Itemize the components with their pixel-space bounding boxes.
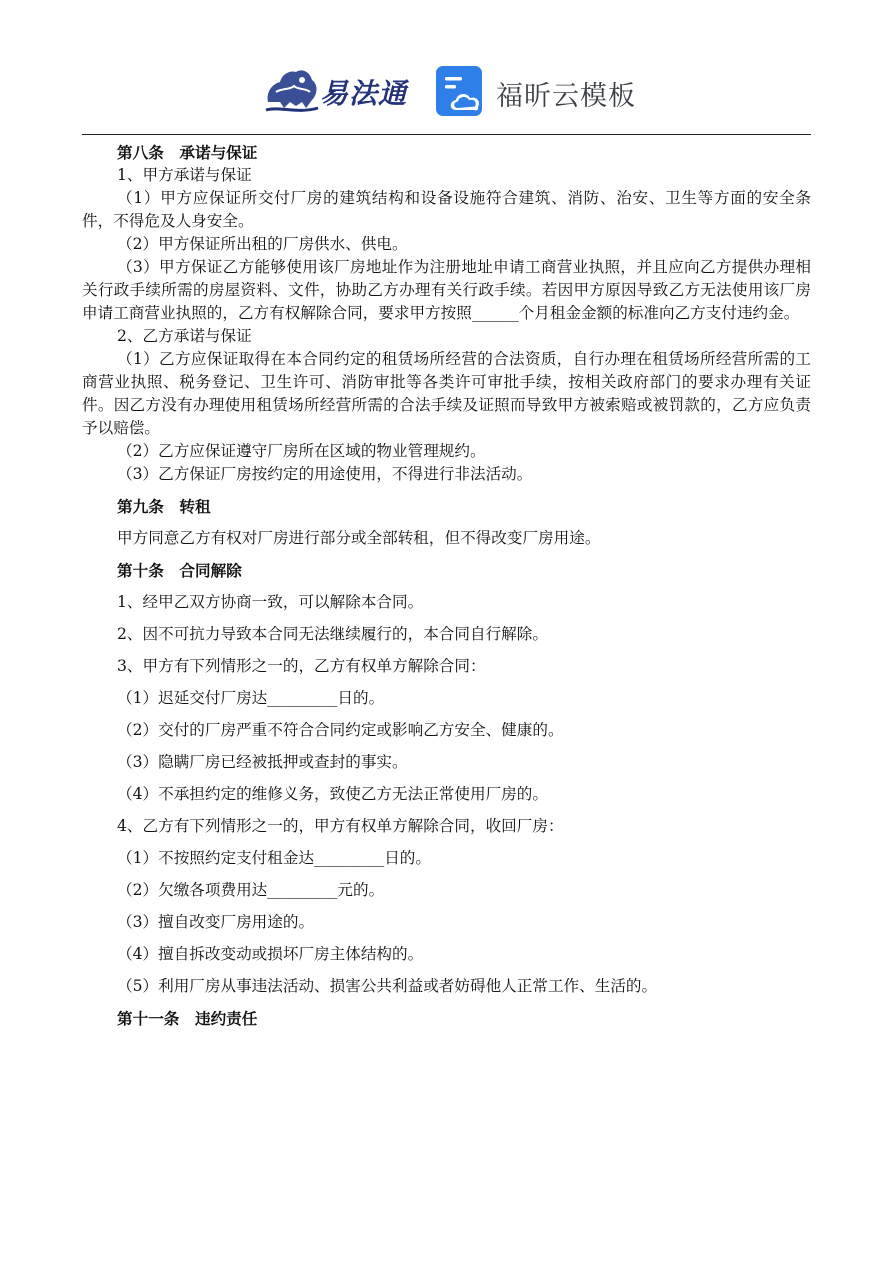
article-10-item-4-1: （1）不按照约定支付租金达_________日的。 bbox=[117, 849, 431, 867]
article-10-item-3-2: （2）交付的厂房严重不符合合同约定或影响乙方安全、健康的。 bbox=[117, 721, 564, 739]
article-10-section-2: 2、因不可抗力导致本合同无法继续履行的，本合同自行解除。 bbox=[117, 625, 548, 643]
article-8-item-1-2: （2）甲方保证所出租的厂房供水、供电。 bbox=[117, 235, 408, 253]
article-8-heading: 第八条 承诺与保证 bbox=[117, 143, 258, 162]
article-10-item-4-2: （2）欠缴各项费用达_________元的。 bbox=[117, 881, 385, 899]
article-8-section-2: 2、乙方承诺与保证 bbox=[117, 327, 252, 345]
yifatong-logo bbox=[262, 62, 412, 118]
header-divider bbox=[82, 134, 811, 135]
article-10-item-4-3: （3）擅自改变厂房用途的。 bbox=[117, 913, 315, 931]
article-8-item-2-1: （1）乙方应保证取得在本合同约定的租赁场所经营的合法资质，自行办理在租赁场所经营所需的工商营业执照、税务登记、卫生许可、消防审批等各类许可审批手续，按相关政府部门的要求办理有关证件。因乙方没有办理使用租赁场所经营所需的合法手续及证照而导致甲方被索赔或被罚款的，乙方应负责予以赔偿。 bbox=[82, 350, 811, 437]
article-8-item-2-2: （2）乙方应保证遵守厂房所在区域的物业管理规约。 bbox=[117, 442, 486, 460]
logo-right-text: 福昕云模板 bbox=[496, 81, 636, 112]
article-10-item-3-3: （3）隐瞒厂房已经被抵押或查封的事实。 bbox=[117, 753, 408, 771]
article-10-section-1: 1、经甲乙双方协商一致，可以解除本合同。 bbox=[117, 593, 424, 611]
article-10-heading: 第十条 合同解除 bbox=[117, 561, 242, 580]
article-10-item-3-4: （4）不承担约定的维修义务，致使乙方无法正常使用厂房的。 bbox=[117, 785, 548, 803]
cloud-document-icon bbox=[436, 66, 486, 116]
article-10-section-3: 3、甲方有下列情形之一的，乙方有权单方解除合同： bbox=[117, 657, 486, 675]
lion-seal-icon bbox=[262, 62, 322, 118]
article-10-item-4-4: （4）擅自拆改变动或损坏厂房主体结构的。 bbox=[117, 945, 424, 963]
article-10-section-4: 4、乙方有下列情形之一的，甲方有权单方解除合同，收回厂房： bbox=[117, 817, 564, 835]
article-9-paragraph: 甲方同意乙方有权对厂房进行部分或全部转租，但不得改变厂房用途。 bbox=[117, 529, 601, 547]
article-9-heading: 第九条 转租 bbox=[117, 497, 211, 516]
document-body bbox=[82, 141, 811, 1030]
article-8-item-1-1: （1）甲方应保证所交付厂房的建筑结构和设备设施符合建筑、消防、治安、卫生等方面的安全条件，不得危及人身安全。 bbox=[82, 189, 811, 230]
page-header bbox=[0, 56, 893, 122]
fuxin-template-logo bbox=[436, 66, 646, 118]
article-10-item-4-5: （5）利用厂房从事违法活动、损害公共利益或者妨碍他人正常工作、生活的。 bbox=[117, 977, 658, 995]
article-11-heading: 第十一条 违约责任 bbox=[117, 1009, 258, 1028]
logo-left-text: 易法通 bbox=[320, 77, 408, 110]
article-8-item-1-3: （3）甲方保证乙方能够使用该厂房地址作为注册地址申请工商营业执照，并且应向乙方提供办理相关行政手续所需的房屋资料、文件，协助乙方办理有关行政手续。若因甲方原因导致乙方无法使用该厂房申请工商营业执照的，乙方有权解除合同，要求甲方按照______个月租金金额的标准向乙方支付违约金。 bbox=[82, 258, 811, 322]
article-8-section-1: 1、甲方承诺与保证 bbox=[117, 166, 252, 184]
article-8-item-2-3: （3）乙方保证厂房按约定的用途使用，不得进行非法活动。 bbox=[117, 465, 533, 483]
article-10-item-3-1: （1）迟延交付厂房达_________日的。 bbox=[117, 689, 385, 707]
